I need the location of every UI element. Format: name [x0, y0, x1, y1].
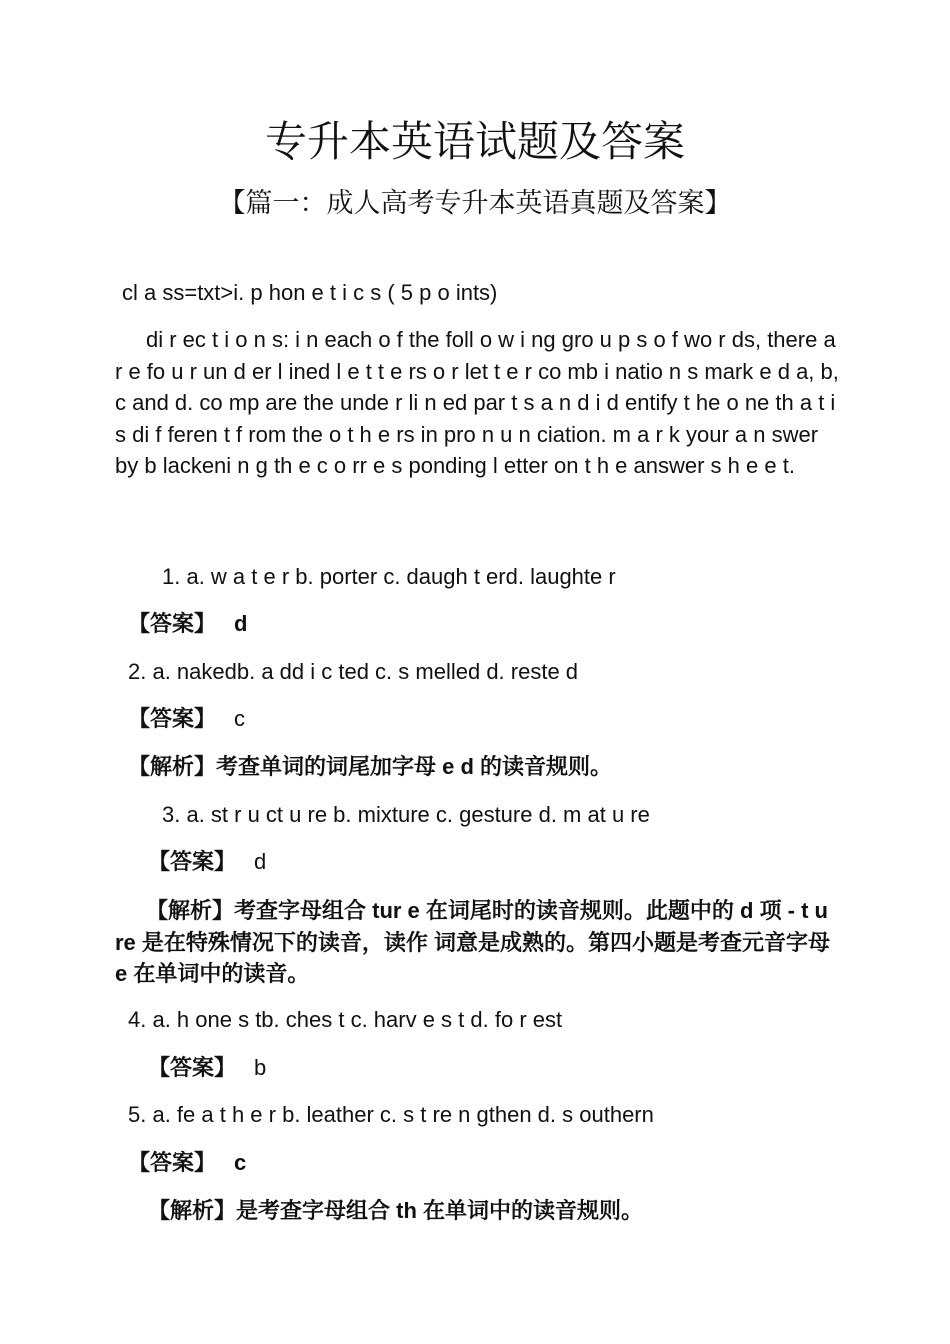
answer-value: d	[254, 849, 267, 874]
document-title: 专升本英语试题及答案	[264, 117, 685, 166]
answer-value: d	[234, 611, 248, 636]
answer-5-row	[128, 1148, 246, 1179]
analysis-5: 【解析】是考查字母组合 th 在单词中的读音规则。	[148, 1198, 643, 1223]
answer-value: c	[234, 706, 246, 731]
question-3: 3. a. st r u ct u re b. mixture c. gesture d. m at u re	[162, 802, 650, 827]
answer-2-row	[128, 704, 245, 735]
question-1: 1. a. w a t e r b. porter c. daugh t erd. laughte r	[162, 564, 616, 589]
question-2: 2. a. nakedb. a dd i c ted c. s melled d. reste d	[128, 659, 579, 684]
section-heading: cl a ss=txt>i. p hon e t i c s ( 5 p o ints)	[122, 280, 498, 305]
answer-label: 【答案】	[148, 1056, 237, 1081]
question-5: 5. a. fe a t h e r b. leather c. s t re n gthen d. s outhern	[128, 1102, 654, 1127]
answer-3-row	[148, 847, 266, 878]
analysis-2: 【解析】考查单词的词尾加字母 e d 的读音规则。	[128, 754, 613, 779]
analysis-3: 【解析】考查字母组合 tur e 在词尾时的读音规则。此题中的 d 项 - t u re 是在特殊情况下的读音，读作 词意是成熟的。第四小题是考查元音字母 e 在单词中的读音。	[115, 898, 831, 987]
answer-1-row	[128, 609, 247, 640]
answer-value: c	[234, 1150, 247, 1175]
directions-paragraph: di r ec t i o n s: i n each o f the foll o w i ng gro u p s o f wo r ds, there a r e fo u r un d er l ined l e t t e rs o r let t e r co mb i natio n s mark e d a, b, c and d. co mp are the unde r li n ed par t s a n d i d entify t he o ne th a t i s di f feren t f rom the o t h e rs in pro n u n ciation. m a r k your a n swer by b lackeni n g th e c o rr e s ponding l etter on t h e answer s h e e t.	[115, 327, 839, 479]
answer-value: b	[254, 1055, 267, 1080]
answer-label: 【答案】	[128, 707, 217, 732]
answer-label: 【答案】	[148, 850, 237, 875]
answer-4-row	[148, 1053, 266, 1084]
answer-label: 【答案】	[128, 612, 217, 637]
answer-label: 【答案】	[128, 1151, 217, 1176]
question-4: 4. a. h one s tb. ches t c. harv e s t d. fo r est	[128, 1007, 563, 1032]
document-subtitle: 【篇一：成人高考专升本英语真题及答案】	[218, 188, 732, 219]
